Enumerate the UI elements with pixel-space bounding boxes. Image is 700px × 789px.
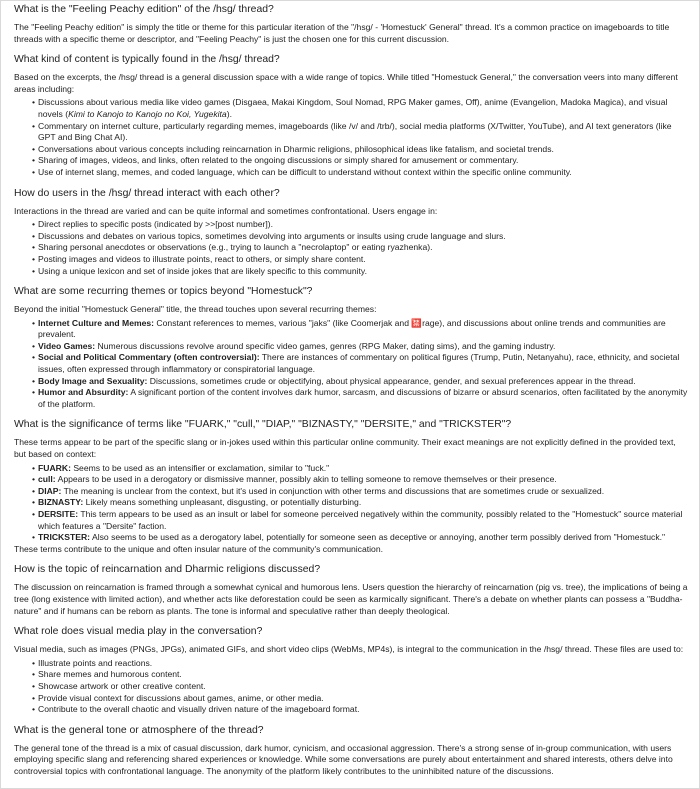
- list-item: [38, 669, 690, 681]
- list-item: [38, 352, 690, 375]
- term-label: Body Image and Sexuality:: [38, 375, 148, 386]
- list-item: [38, 658, 690, 670]
- list-item: [38, 376, 690, 388]
- list-item: [38, 532, 690, 544]
- item-text: Numerous discussions revolve around specific video games, genres (RPG Maker, dating sims), and the gaming industry.: [95, 340, 556, 351]
- list-item: [38, 693, 690, 705]
- faq-section: [14, 187, 690, 278]
- faq-section: [14, 285, 690, 410]
- bullet-list: [14, 463, 690, 544]
- term-label: cull:: [38, 474, 56, 485]
- section-paragraph: Beyond the initial "Homestuck General" title, the thread touches upon several recurring themes:: [14, 304, 377, 315]
- bullet-list: [14, 658, 690, 716]
- section-paragraph: Visual media, such as images (PNGs, JPGs), animated GIFs, and short video clips (WebMs, MP4s), is integral to the communication in the /hsg/ thread. These files are used to:: [14, 644, 684, 655]
- item-text: Constant references to memes, various "jaks" (like Coomerjak and 🈲rage), and discussions about online trends and communities are prevalent.: [38, 317, 666, 340]
- list-item: [38, 242, 690, 254]
- list-item: [38, 704, 690, 716]
- section-heading: What are some recurring themes or topics beyond "Homestuck"?: [14, 286, 313, 298]
- item-text: Conversations about various concepts including reincarnation in Dharmic religions, philosophical ideas like fatalism, and societal trends.: [38, 143, 554, 154]
- section-paragraph: The general tone of the thread is a mix of casual discussion, dark humor, cynicism, and occasional aggression. There's a strong sense of in-group communication, with users employing specific slang and referencing shared experiences or knowledge. While some conversations are purely about entertainment and shared interests, others delve into controversial topics with confrontational language. The anonymity of the platform likely contributes to the uninhibited nature of the discussions.: [14, 742, 673, 776]
- list-item: [38, 681, 690, 693]
- item-text: Share memes and humorous content.: [38, 669, 182, 680]
- item-text: Discussions, sometimes crude or objectifying, about physical appearance, gender, and sexual preferences appear in the thread.: [147, 375, 636, 386]
- item-text: Discussions about various media like video games (Disgaea, Makai Kingdom, Soul Nomad, RPG Maker games, Off), anime (Evangelion, Madoka Magica), and visual novels (: [38, 97, 668, 119]
- item-text: Likely means something unpleasant, disgusting, or potentially disturbing.: [83, 497, 362, 508]
- list-item: [38, 121, 690, 144]
- item-text: Sharing of images, videos, and links, often related to the ongoing discussions or simply shared for amusement or commentary.: [38, 155, 519, 166]
- item-text: A significant portion of the content involves dark humor, sarcasm, and discussions of bizarre or absurd scenarios, often facilitated by the anonymity of the platform.: [38, 387, 688, 409]
- term-label: TRICKSTER:: [38, 532, 91, 543]
- item-text: Use of internet slang, memes, and coded language, which can be difficult to understand without context within the specific online community.: [38, 166, 572, 177]
- item-text: This term appears to be used as an insult or label for someone perceived negatively within the community, possibly related to the "Homestuck" source material which features a "Dersite" faction.: [38, 509, 683, 531]
- list-item: [38, 318, 690, 341]
- item-text: Illustrate points and reactions.: [38, 657, 153, 668]
- section-paragraph: Based on the excerpts, the /hsg/ thread is a general discussion space with a wide range of topics. While titled "Homestuck General," the conversation veers into many different areas including:: [14, 72, 678, 94]
- term-label: Social and Political Commentary (often controversial):: [38, 352, 260, 363]
- term-label: DERSITE:: [38, 509, 79, 519]
- faq-section: [14, 418, 690, 555]
- bullet-list: [14, 97, 690, 178]
- list-item: [38, 266, 690, 278]
- term-label: Video Games:: [38, 340, 96, 351]
- list-item: [38, 387, 690, 410]
- term-label: Humor and Absurdity:: [38, 387, 129, 398]
- list-item: [38, 497, 690, 509]
- section-heading: How is the topic of reincarnation and Dharmic religions discussed?: [14, 564, 321, 576]
- list-item: [38, 254, 690, 266]
- section-paragraph: The "Feeling Peachy edition" is simply the title or theme for this particular iteration of the "/hsg/ - 'Homestuck' General" thread. It's a common practice on imageboards to title threads with a specific theme or descriptor, and "Feeling Peachy" is just the chosen one for this current discussion.: [14, 22, 670, 44]
- section-closing: These terms contribute to the unique and often insular nature of the community's communication.: [14, 543, 383, 554]
- list-item: [38, 486, 690, 498]
- section-paragraph: These terms appear to be part of the specific slang or in-jokes used within this particular online community. Their exact meanings are not explicitly defined in the provided text, but based on context:: [14, 437, 676, 460]
- term-label: BIZNASTY:: [38, 497, 84, 508]
- bullet-list: [14, 318, 690, 411]
- item-text: Discussions and debates on various topics, sometimes devolving into arguments or insults using crude language and slurs.: [38, 230, 506, 241]
- item-text: There are instances of commentary on political figures (Trump, Putin, Netanyahu), race, ethnicity, and societal issues, often expressed through inflammatory or conspiratorial language.: [38, 352, 680, 375]
- list-item: [38, 97, 690, 120]
- list-item: [38, 341, 690, 353]
- item-title-italic: Kimi to Kanojo to Kanojo no Koi, Yugekita: [68, 108, 227, 119]
- list-item: [38, 509, 690, 532]
- item-text: Sharing personal anecdotes or observations (e.g., trying to launch a "necrolaptop" or eating ryazhenka).: [38, 242, 433, 253]
- term-label: FUARK:: [38, 462, 71, 473]
- faq-section: [14, 563, 690, 617]
- list-item: [38, 463, 690, 475]
- item-text: Contribute to the overall chaotic and visually driven nature of the imageboard format.: [38, 704, 360, 715]
- section-paragraph: The discussion on reincarnation is framed through a somewhat cynical and humorous lens. Users question the hierarchy of reincarnation (pig vs. tree), the implications of being a tree (long existence with limited action), and whether acts like deforestation could be seen as karmically significant. There's a debate on whether plants can possess a "Buddha-nature" and if humans can be reborn as plants. The tone is informal and speculative rather than deeply theological.: [14, 582, 688, 616]
- faq-section: [14, 724, 690, 778]
- section-heading: What is the general tone or atmosphere of the thread?: [14, 724, 264, 736]
- faq-section: [14, 625, 690, 716]
- term-label: Internet Culture and Memes:: [38, 317, 155, 328]
- section-heading: What kind of content is typically found in the /hsg/ thread?: [14, 54, 280, 66]
- item-text: Seems to be used as an intensifier or exclamation, similar to "fuck.": [70, 462, 330, 473]
- list-item: [38, 219, 690, 231]
- list-item: [38, 167, 690, 179]
- term-label: DIAP:: [38, 485, 62, 496]
- list-item: [38, 231, 690, 243]
- section-heading: How do users in the /hsg/ thread interact with each other?: [14, 187, 280, 199]
- section-heading: What is the "Feeling Peachy edition" of the /hsg/ thread?: [14, 4, 274, 15]
- section-heading: What role does visual media play in the conversation?: [14, 626, 263, 638]
- section-heading: What is the significance of terms like "FUARK," "cull," "DIAP," "BIZNASTY," "DERSITE," and "TRICKSTER"?: [14, 419, 512, 431]
- item-text: Commentary on internet culture, particularly regarding memes, imageboards (like /v/ and /trb/), social media platforms (X/Twitter, YouTube), and AI text generators (like GPT and Bing Chat AI).: [38, 120, 672, 143]
- faq-document: [14, 0, 690, 780]
- list-item: [38, 144, 690, 156]
- item-text: Provide visual context for discussions about games, anime, or other media.: [38, 692, 324, 703]
- item-text: The meaning is unclear from the context, but it's used in conjunction with other terms and discussions that are sometimes crude or sexualized.: [61, 485, 605, 496]
- item-text-tail: ).: [226, 108, 232, 119]
- section-paragraph: Interactions in the thread are varied and can be quite informal and sometimes confrontational. Users engage in:: [14, 205, 438, 216]
- item-text: Appears to be used in a derogatory or dismissive manner, possibly akin to telling someone to remove themselves or their presence.: [55, 474, 557, 485]
- item-text: Posting images and videos to illustrate points, react to others, or simply share content.: [38, 253, 366, 264]
- item-text: Showcase artwork or other creative content.: [38, 680, 206, 691]
- faq-section: [14, 53, 690, 178]
- item-text: Also seems to be used as a derogatory label, potentially for someone seen as deceptive or annoying, another term possibly derived from "Homestuck.": [90, 532, 666, 543]
- bullet-list: [14, 219, 690, 277]
- item-text: Using a unique lexicon and set of inside jokes that are likely specific to this community.: [38, 265, 367, 276]
- list-item: [38, 474, 690, 486]
- list-item: [38, 155, 690, 167]
- faq-section: [14, 3, 690, 45]
- item-text: Direct replies to specific posts (indicated by >>[post number]).: [38, 219, 274, 230]
